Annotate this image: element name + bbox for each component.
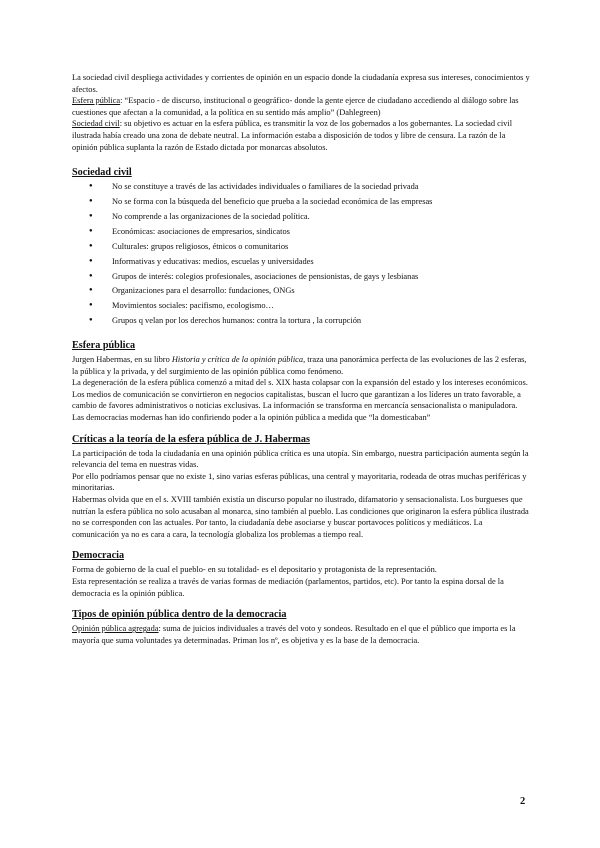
democracias-paragraph: Las democracias modernas han ido confiriendo poder a la opinión pública a medida que “la domesticaban” bbox=[72, 413, 431, 423]
heading-tipos: Tipos de opinión pública dentro de la democracia bbox=[72, 609, 287, 621]
list-item: ● Grupos de interés: colegios profesionales, asociaciones de pensionistas, de gays y lesbianas bbox=[72, 271, 530, 283]
page-number: 2 bbox=[520, 796, 526, 807]
list-item: ● Informativas y educativas: medios, escuelas y universidades bbox=[72, 256, 530, 268]
heading-sociedad-civil: Sociedad civil bbox=[72, 167, 132, 179]
esfera-term: Esfera pública bbox=[72, 96, 121, 106]
intro-paragraph: La sociedad civil despliega actividades y corrientes de opinión en un espacio donde la ciudadanía expresa sus intereses, conocimientos y afectos. bbox=[72, 73, 530, 94]
agregada-paragraph bbox=[72, 623, 530, 646]
heading-esfera-publica: Esfera pública bbox=[72, 340, 136, 352]
list-item: ● Grupos q velan por los derechos humanos: contra la tortura , la corrupción bbox=[72, 315, 530, 327]
habermas-text-start: Jurgen Habermas, en su libro bbox=[72, 355, 172, 365]
criticas-paragraph-3: Habermas olvida que en el s. XVIII también existía un discurso popular no ilustrado, difamatorio y sensacionalista. Los burgueses que nutrían la esfera pública no solo acusaban al monarca, sino también al pueblo. Las condiciones que originaron la esfera pública ilustrada no se corresponden con las actuales. Por tanto, la ciudadanía debe asociarse y buscar portavoces políticos y mediáticos. La comunicación ya no es cara a cara, la tecnología globaliza los problemas a tiempo real. bbox=[72, 495, 529, 539]
sociedad-civil-list bbox=[72, 181, 530, 327]
list-item: ● Económicas: asociaciones de empresarios, sindicatos bbox=[72, 226, 530, 238]
book-title: Historia y crítica de la opinión pública bbox=[171, 355, 304, 365]
list-item: ● No comprende a las organizaciones de la sociedad política. bbox=[72, 211, 530, 223]
degeneracion-paragraph: La degeneración de la esfera pública comenzó a mitad del s. XIX hasta colapsar con la expansión del estado y los intereses económicos. bbox=[72, 378, 528, 388]
sociedad-definition bbox=[72, 118, 530, 153]
democracia-paragraph-2: Esta representación se realiza a través de varias formas de mediación (parlamentos, partidos, etc). Por tanto la espina dorsal de la democracia es la opinión pública. bbox=[72, 576, 504, 598]
sociedad-def-text: : su objetivo es actuar en la esfera pública, es transmitir la voz de los gobernados a los gobernantes. La sociedad civil ilustrada había creado una zona de debate neutral. La información estaba a disposición de todos y libre de censura. La razón de la opinión pública suplanta la razón de Estado dictada por monarcas absolutos. bbox=[72, 119, 513, 152]
list-item: ● Culturales: grupos religiosos, étnicos o comunitarios bbox=[72, 241, 530, 253]
list-item: ● No se forma con la búsqueda del beneficio que prueba a la sociedad económica de las empresas bbox=[72, 196, 530, 208]
list-item: ● Movimientos sociales: pacifismo, ecologismo… bbox=[72, 300, 530, 312]
habermas-text-end: , traza una panorámica perfecta de las evoluciones de las 2 esferas, la pública y la privada, y del surgimiento de las opinión pública como fenómeno. bbox=[72, 355, 527, 376]
agregada-term: Opinión pública agregada bbox=[72, 624, 159, 634]
esfera-definition bbox=[72, 95, 530, 118]
criticas-paragraph-2: Por ello podríamos pensar que no existe 1, sino varias esferas públicas, una central y mayoritaria, rodeada de otras muchas periféricas y minoritarias. bbox=[72, 471, 527, 493]
heading-criticas: Críticas a la teoría de la esfera pública de J. Habermas bbox=[72, 433, 310, 445]
sociedad-term: Sociedad civil bbox=[72, 119, 120, 129]
document-page bbox=[72, 72, 530, 646]
agregada-def: : suma de juicios individuales a través del voto y sondeos. Resultado en el que el público que importa es la mayoría que suma voluntades ya determinadas. Priman los nº, es objetiva y es la base de la democracia. bbox=[72, 624, 516, 645]
criticas-paragraph-1: La participación de toda la ciudadanía en una opinión pública crítica es una utopía. Sin embargo, nuestra participación aumenta según la relevancia del tema en nuestras vidas. bbox=[72, 448, 529, 470]
democracia-paragraph-1: Forma de gobierno de la cual el pueblo- en su totalidad- es el depositario y protagonista de la representación. bbox=[72, 565, 437, 575]
habermas-paragraph bbox=[72, 354, 530, 377]
esfera-def-text: : “Espacio - de discurso, institucional o geográfico- donde la gente ejerce de ciudadano accediendo al diálogo sobre las cuestiones que afectan a la comunidad, a la política en su sentido más amplio” (Dahlegreen) bbox=[72, 96, 519, 117]
list-item: ● No se constituye a través de las actividades individuales o familiares de la sociedad privada bbox=[72, 181, 530, 193]
list-item: ● Organizaciones para el desarrollo: fundaciones, ONGs bbox=[72, 285, 530, 297]
medios-paragraph: Los medios de comunicación se convirtieron en negocios capitalistas, buscan el lucro que garantizan a los líderes un trato favorable, a cambio de favores administrativos o noticias exclusivas. La información se transforma en mercancía sensacionalista o manipuladora. bbox=[72, 389, 521, 411]
heading-democracia: Democracia bbox=[72, 550, 125, 562]
